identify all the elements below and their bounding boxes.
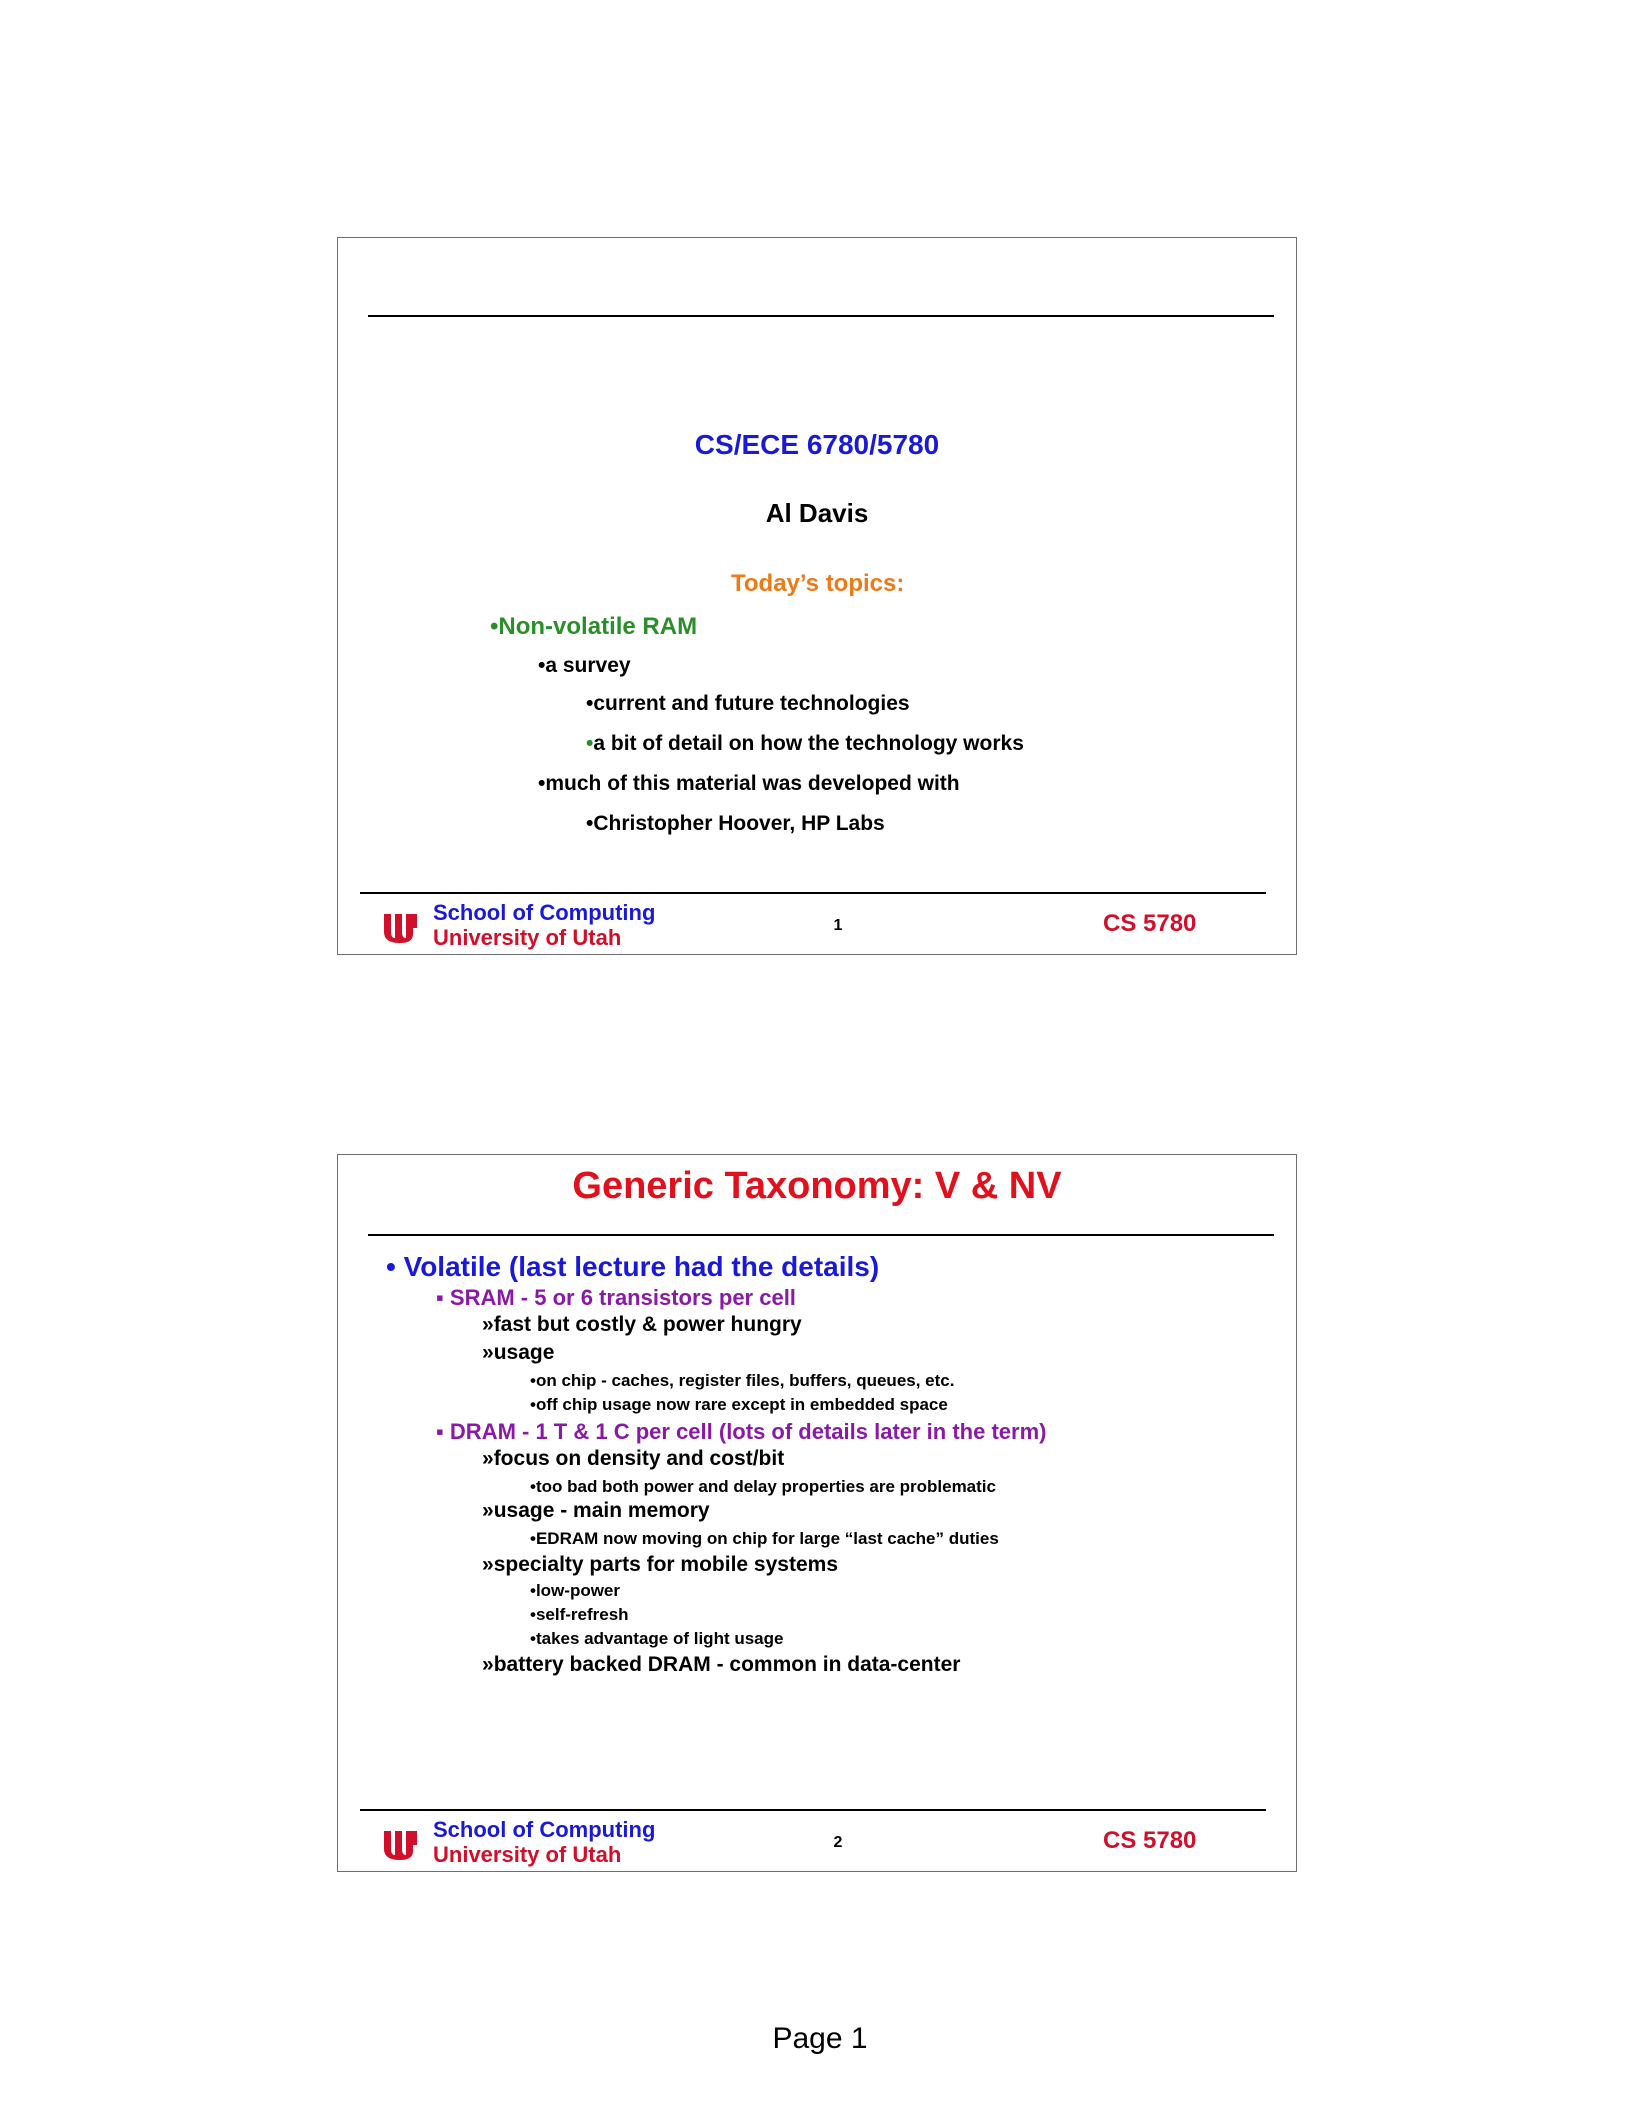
square-bullet-icon: ▪ [436,1285,450,1310]
bullet-icon: • [586,812,594,835]
title-rule [368,315,1274,317]
list-item: •Non-volatile RAM [490,613,698,640]
title-rule [368,1234,1274,1236]
list-item: •a bit of detail on how the technology works [586,732,1024,755]
list-item: ▪ DRAM - 1 T & 1 C per cell (lots of details later in the term) [436,1419,1047,1444]
list-item: •too bad both power and delay properties are problematic [530,1477,996,1496]
list-item: »usage - main memory [482,1499,710,1522]
slide-title: CS/ECE 6780/5780 [694,429,940,460]
bullet-icon: • [530,1629,536,1648]
bullet-icon: • [538,654,546,677]
list-item: •much of this material was developed with [538,772,960,795]
footer-rule [360,1809,1266,1811]
bullet-icon: • [530,1371,536,1390]
course-code: CS 5780 [1103,1827,1197,1854]
bullet-icon: • [530,1581,536,1600]
chevron-bullet-icon: » [482,1447,494,1470]
bullet-icon: • [386,1251,404,1282]
chevron-bullet-icon: » [482,1553,494,1576]
page-label: Page 1 [772,2022,868,2055]
chevron-bullet-icon: » [482,1341,494,1364]
chevron-bullet-icon: » [482,1499,494,1522]
bullet-icon: • [490,613,499,640]
school-name: School of Computing University of Utah [433,900,656,950]
university-logo-icon [382,912,418,944]
slide-title: Generic Taxonomy: V & NV [572,1165,1062,1207]
slide-number: 2 [833,1834,843,1851]
bullet-icon: • [530,1477,536,1496]
bullet-icon: • [530,1395,536,1414]
course-code: CS 5780 [1103,910,1197,937]
chevron-bullet-icon: » [482,1313,494,1336]
list-item: »usage [482,1341,555,1364]
slide-footer [338,1813,1296,1871]
footer-rule [360,892,1266,894]
list-item: •takes advantage of light usage [530,1629,784,1648]
slide-number: 1 [833,917,843,934]
list-item: •off chip usage now rare except in embedded space [530,1395,948,1414]
chevron-bullet-icon: » [482,1653,494,1676]
list-item: •low-power [530,1581,621,1600]
slide-author: Al Davis [765,498,869,528]
topics-heading: Today’s topics: [731,570,905,597]
bullet-icon: • [586,732,594,755]
slide-2 [337,1154,1297,1872]
list-item: •self-refresh [530,1605,629,1624]
list-item: •current and future technologies [586,692,910,715]
list-item: • Volatile (last lecture had the details) [386,1251,880,1282]
list-item: •on chip - caches, register files, buffers, queues, etc. [530,1371,955,1390]
list-item: »battery backed DRAM - common in data-center [482,1653,961,1676]
slide-1 [337,237,1297,955]
square-bullet-icon: ▪ [436,1419,450,1444]
list-item: •EDRAM now moving on chip for large “last cache” duties [530,1529,999,1548]
bullet-icon: • [586,692,594,715]
list-item: »specialty parts for mobile systems [482,1553,838,1576]
list-item: »fast but costly & power hungry [482,1313,802,1336]
list-item: •Christopher Hoover, HP Labs [586,812,885,835]
slide-footer [338,896,1296,954]
bullet-icon: • [530,1605,536,1624]
school-name: School of Computing University of Utah [433,1817,656,1867]
bullet-icon: • [530,1529,536,1548]
bullet-icon: • [538,772,546,795]
university-logo-icon [382,1829,418,1861]
list-item: •a survey [538,654,631,677]
list-item: ▪ SRAM - 5 or 6 transistors per cell [436,1285,796,1310]
list-item: »focus on density and cost/bit [482,1447,785,1470]
